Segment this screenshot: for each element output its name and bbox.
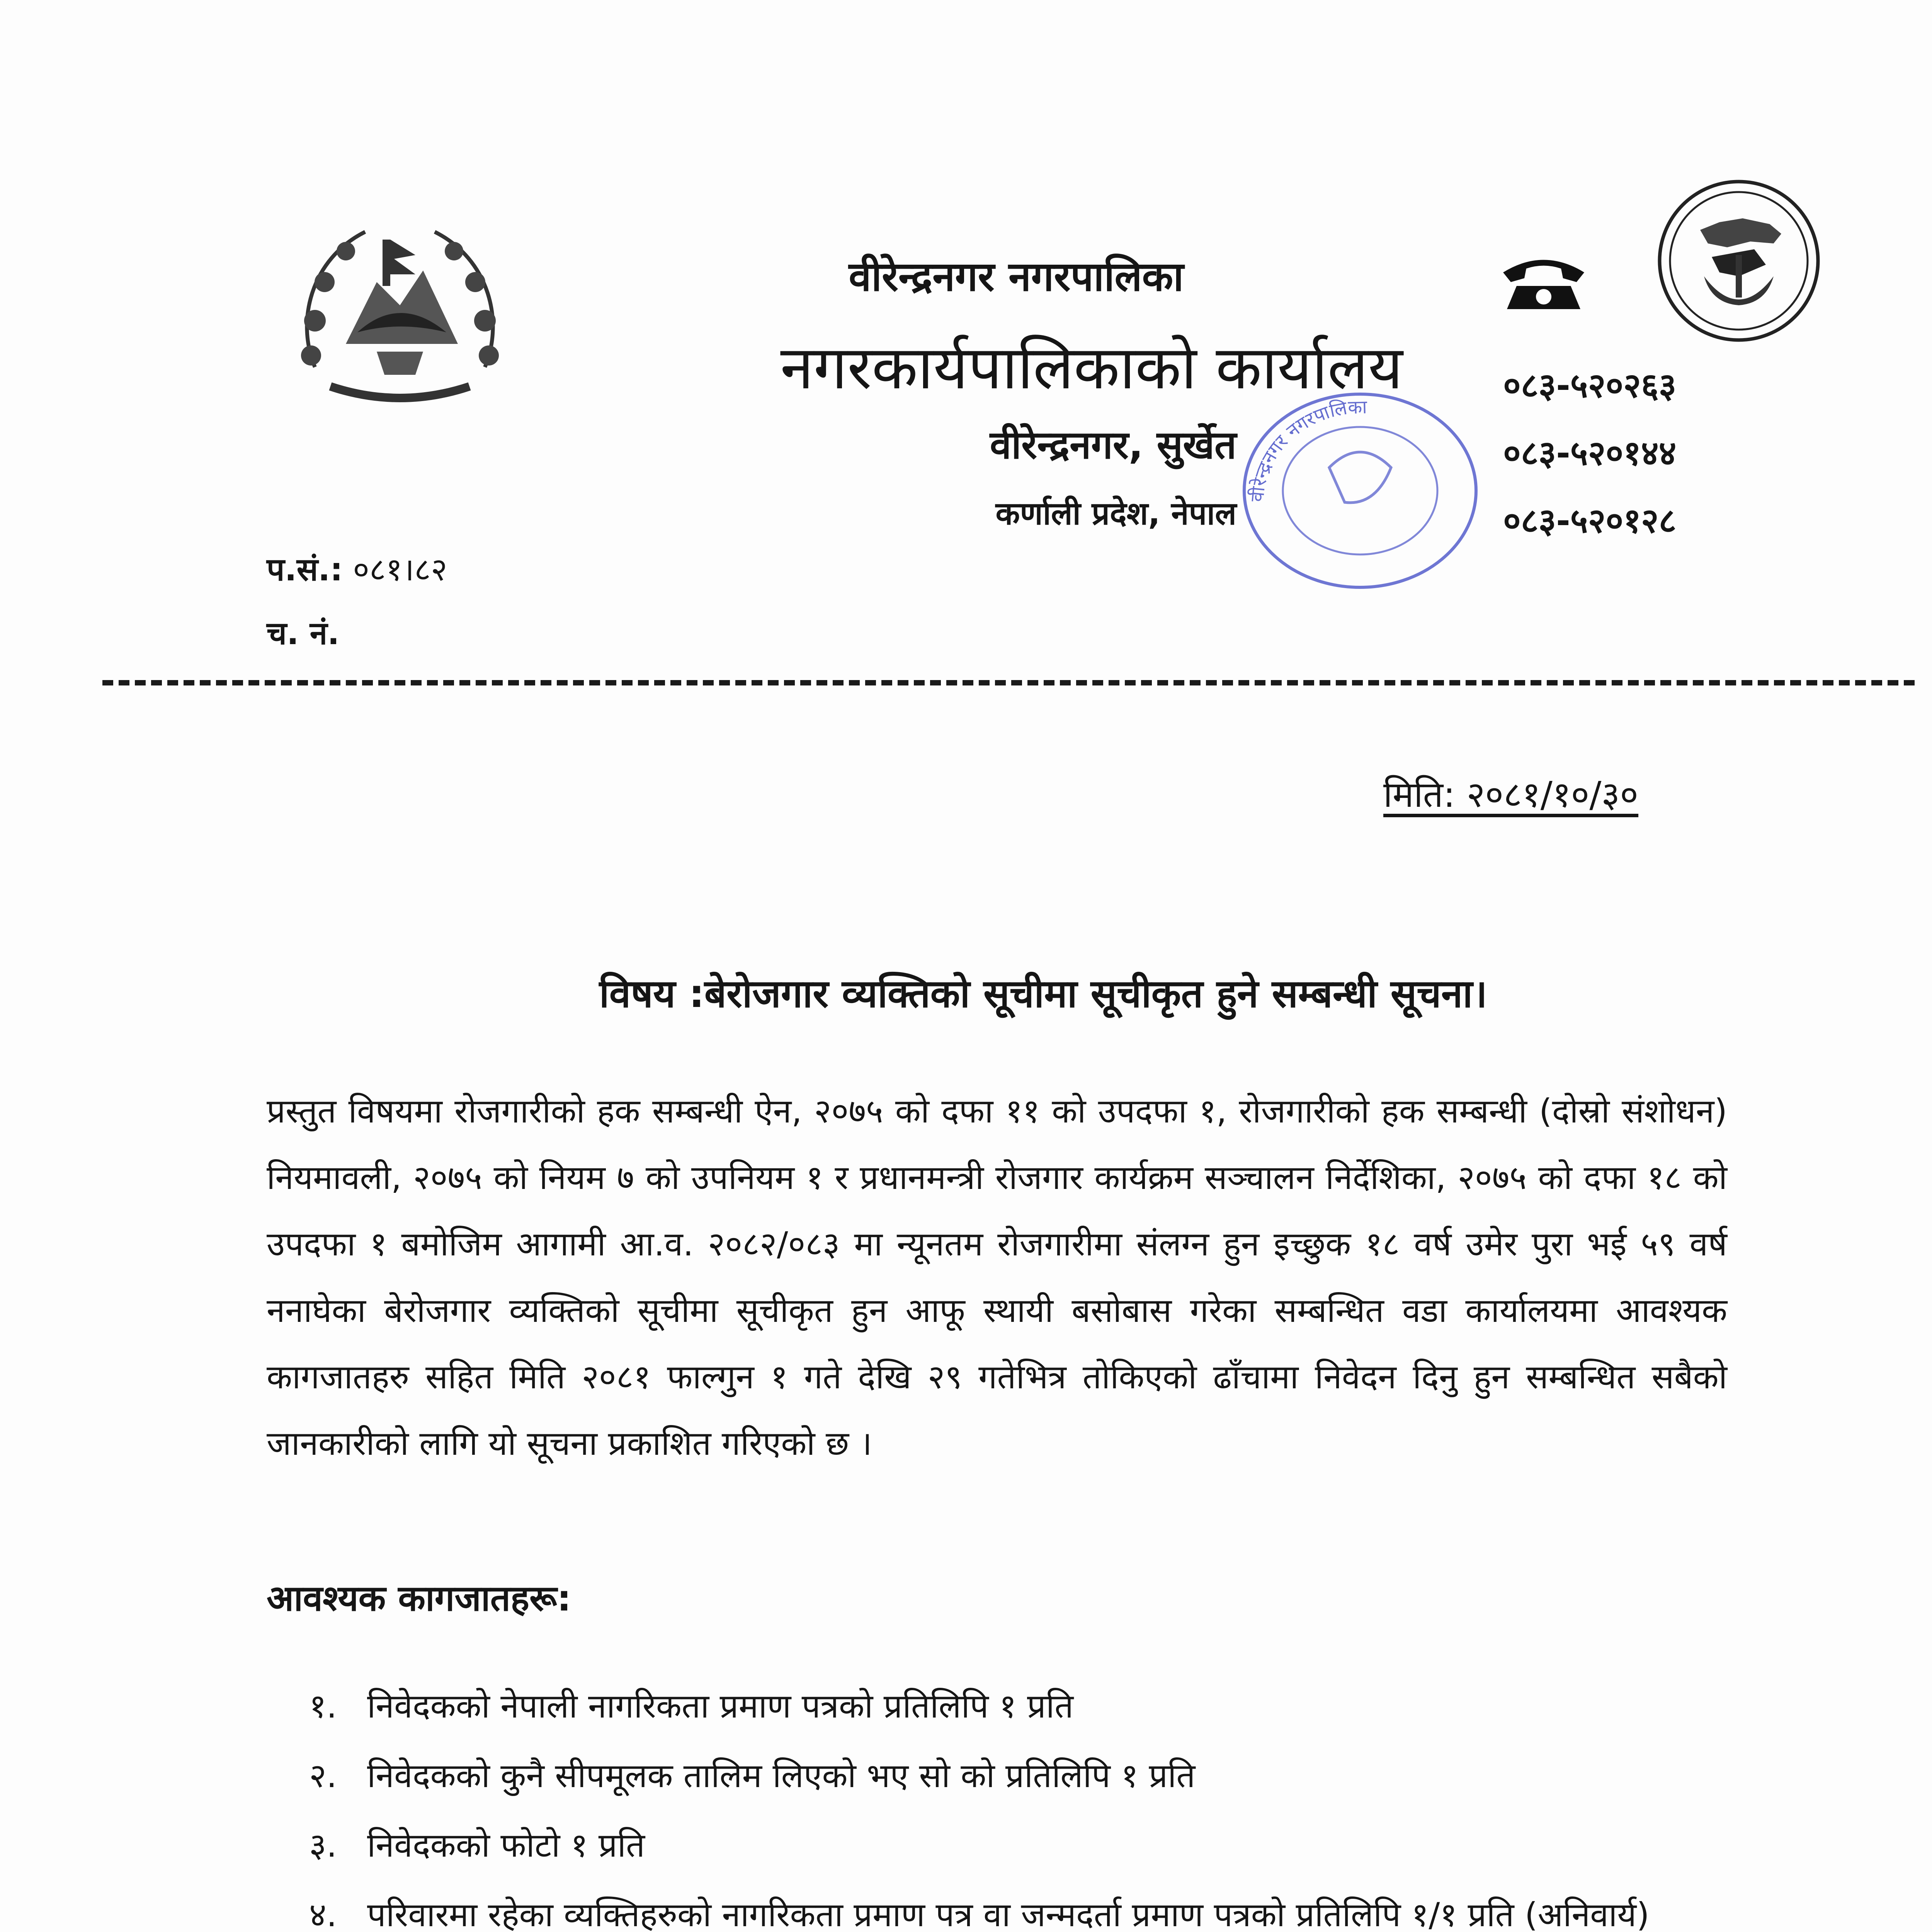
notice-date: मिति: २०८१/१०/३० [1383,774,1639,815]
requirements-list [309,1673,1739,1932]
list-item-text: निवेदकको कुनै सीपमूलक तालिम लिएको भए सो को प्रतिलिपि १ प्रति [367,1757,1196,1795]
office-address-province: कर्णाली प्रदेश, नेपाल [995,495,1236,532]
office-name: नगरकार्यपालिकाको कार्यालय [780,333,1403,403]
phone-number: ०८३-५२०१२८ [1503,501,1677,541]
list-item [309,1812,1739,1879]
reference-label: प.सं.: [267,551,343,588]
list-item-number: ४. [309,1896,337,1932]
reference-value: ०८१।८२ [353,551,447,588]
telephone-icon [1499,251,1588,313]
list-item-number: २. [309,1757,337,1795]
office-seal-stamp [1229,379,1492,595]
office-address-city: वीरेन्द्रनगर, सुर्खेत [990,422,1236,468]
list-item [309,1882,1739,1932]
list-item-number: ३. [309,1826,337,1865]
stamp-text: वीरेन्द्रनगर नगरपालिका [1246,396,1367,503]
list-item-number: १. [309,1687,337,1726]
phone-number: ०८३-५२०२६३ [1503,366,1677,405]
phone-number-list [1503,352,1812,554]
list-item-text: निवेदकको नेपाली नागरिकता प्रमाण पत्रको प्रतिलिपि १ प्रति [367,1687,1074,1726]
list-item [309,1673,1739,1740]
phone-number: ०८३-५२०१४४ [1503,433,1677,473]
header-divider [102,680,1915,685]
nepal-coat-of-arms-icon [288,205,512,410]
notice-body: प्रस्तुत विषयमा रोजगारीको हक सम्बन्धी ऐन, २०७५ को दफा ११ को उपदफा १, रोजगारीको हक सम्बन्धी (दोस्रो संशोधन) नियमावली, २०७५ को नियम ७ को उपनियम १ र प्रधानमन्त्री रोजगार कार्यक्रम सञ्चालन निर्देशिका, २०७५ को दफा १८ को उपदफा १ बमोजिम आगामी आ.व. २०८२/०८३ मा न्यूनतम रोजगारीमा संलग्न हुन इच्छुक १८ वर्ष उमेर पुरा भई ५९ वर्ष ननाघेका बेरोजगार व्यक्तिको सूचीमा सूचीकृत हुन आफू स्थायी बसोबास गरेका सम्बन्धित वडा कार्यालयमा आवश्यक कागजातहरु सहित मिति २०८१ फाल्गुन १ गते देखि २९ गतेभित्र तोकिएको ढाँचामा निवेदन दिनु हुन सम्बन्धित सबैको जानकारीको लागि यो सूचना प्रकाशित गरिएको छ । [267,1092,1728,1463]
list-item [309,1743,1739,1809]
municipality-name: वीरेन्द्रनगर नगरपालिका [849,253,1184,300]
reference-number [267,547,447,590]
requirements-heading: आवश्यक कागजातहरू: [267,1578,571,1619]
list-item-text: परिवारमा रहेका व्यक्तिहरुको नागरिकता प्रमाण पत्र वा जन्मदर्ता प्रमाण पत्रको प्रतिलिपि १/१ प्रति (अनिवार्य) [367,1896,1650,1932]
municipality-logo-icon [1654,176,1824,346]
svg-text:वीरेन्द्रनगर नगरपालिका [1246,396,1368,503]
list-item-text: निवेदकको फोटो १ प्रति [367,1826,645,1865]
notice-subject: विषय :बेरोजगार व्यक्तिको सूचीमा सूचीकृत हुने सम्बन्धी सूचना। [599,971,1488,1016]
dispatch-number-label: च. नं. [267,615,340,652]
